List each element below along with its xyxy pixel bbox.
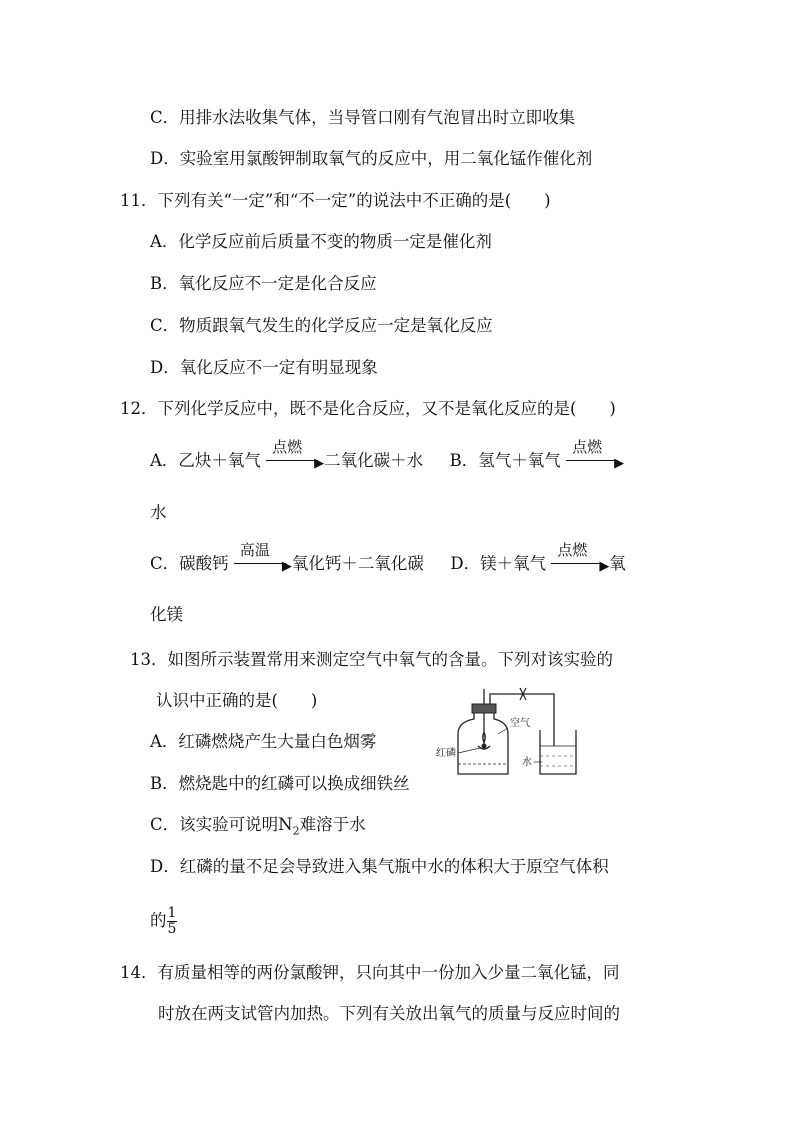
q12-option-c-products: 氧化钙＋二氧化碳 <box>291 554 424 573</box>
q11-option-b: B．氧化反应不一定是化合反应 <box>150 274 377 293</box>
q10-option-d: D．实验室用氯酸钾制取氧气的反应中，用二氧化锰作催化剂 <box>150 149 593 168</box>
reaction-arrow <box>234 541 292 575</box>
reaction-arrow <box>566 438 625 472</box>
arrow-shaft <box>234 563 286 564</box>
q10-option-c: C．用排水法收集气体，当导管口刚有气泡冒出时立即收集 <box>150 108 576 127</box>
q13-option-d-cont-text: 的 <box>150 911 167 930</box>
q11-stem: 11．下列有关“一定”和“不一定”的说法中不正确的是( ) <box>120 191 551 210</box>
q13-stem-line2: 认识中正确的是( ) <box>156 691 318 710</box>
reaction-arrow <box>266 438 325 472</box>
q12-option-d-reactants: D．镁＋氧气 <box>450 554 547 573</box>
q11-option-a: A．化学反应前后质量不变的物质一定是催化剂 <box>150 232 492 251</box>
q13-option-d: D．红磷的量不足会导致进入集气瓶中水的体积大于原空气体积 <box>150 857 609 876</box>
arrow-shaft <box>266 460 318 461</box>
q11-option-d: D．氧化反应不一定有明显现象 <box>150 358 378 377</box>
arrow-head-icon: ▶ <box>281 559 292 574</box>
reaction-arrow <box>551 541 610 575</box>
arrow-head-icon: ▶ <box>314 456 325 471</box>
beaker <box>540 730 576 774</box>
leader-line-phosphorus <box>458 748 480 753</box>
fraction-numerator: 1 <box>167 905 177 921</box>
label-red-phosphorus: 红磷 <box>436 748 456 759</box>
arrow-head-icon: ▶ <box>599 559 610 574</box>
leader-line-air <box>498 728 508 734</box>
arrow-shaft <box>566 460 618 461</box>
q13-option-c <box>150 814 366 842</box>
gas-collecting-bottle <box>458 713 508 774</box>
q14-stem-line1: 14．有质量相等的两份氯酸钾，只向其中一份加入少量二氧化锰，同 <box>120 963 620 982</box>
q12-option-row-cd <box>150 541 626 575</box>
reaction-condition: 点燃 <box>572 438 603 456</box>
fraction-denominator: 5 <box>167 921 177 937</box>
rubber-stopper <box>472 704 496 713</box>
q13-option-c-text-end: 难溶于水 <box>299 815 366 834</box>
q13-option-a: A．红磷燃烧产生大量白色烟雾 <box>150 732 377 751</box>
q12-option-d-products: 氧 <box>609 554 626 573</box>
reaction-condition: 点燃 <box>557 541 588 559</box>
q12-option-a-products: 二氧化碳＋水 <box>324 451 424 470</box>
arrow-shaft <box>551 563 603 564</box>
label-water: 水 <box>522 757 532 768</box>
q13-stem-line1: 13．如图所示装置常用来测定空气中氧气的含量。下列对该实验的 <box>130 650 613 669</box>
q12-option-b-reactants: B．氢气＋氧气 <box>449 451 561 470</box>
red-phosphorus <box>482 744 487 749</box>
subscript-2: 2 <box>292 824 300 838</box>
q13-option-c-text: C．该实验可说明N <box>150 815 293 834</box>
q13-option-d-cont <box>150 906 177 937</box>
q12-option-row-ab <box>150 438 625 472</box>
reaction-condition: 高温 <box>239 541 270 559</box>
q13-option-b: B．燃烧匙中的红磷可以换成细铁丝 <box>150 774 410 793</box>
reaction-condition: 点燃 <box>272 438 303 456</box>
q12-stem: 12．下列化学反应中，既不是化合反应，又不是氧化反应的是( ) <box>120 399 616 418</box>
q12-option-b-products: 水 <box>150 503 167 522</box>
q12-option-a-reactants: A．乙炔＋氧气 <box>150 451 261 470</box>
q12-option-d-products-cont: 化镁 <box>150 605 183 624</box>
q11-option-c: C．物质跟氧气发生的化学反应一定是氧化反应 <box>150 316 493 335</box>
label-air: 空气 <box>510 718 530 729</box>
oxygen-measurement-apparatus-figure <box>436 686 682 782</box>
arrow-head-icon: ▶ <box>614 456 625 471</box>
q14-stem-line2: 时放在两支试管内加热。下列有关放出氧气的质量与反应时间的 <box>158 1004 620 1023</box>
q12-option-c-reactants: C．碳酸钙 <box>150 554 229 573</box>
fraction-one-fifth <box>167 906 178 937</box>
